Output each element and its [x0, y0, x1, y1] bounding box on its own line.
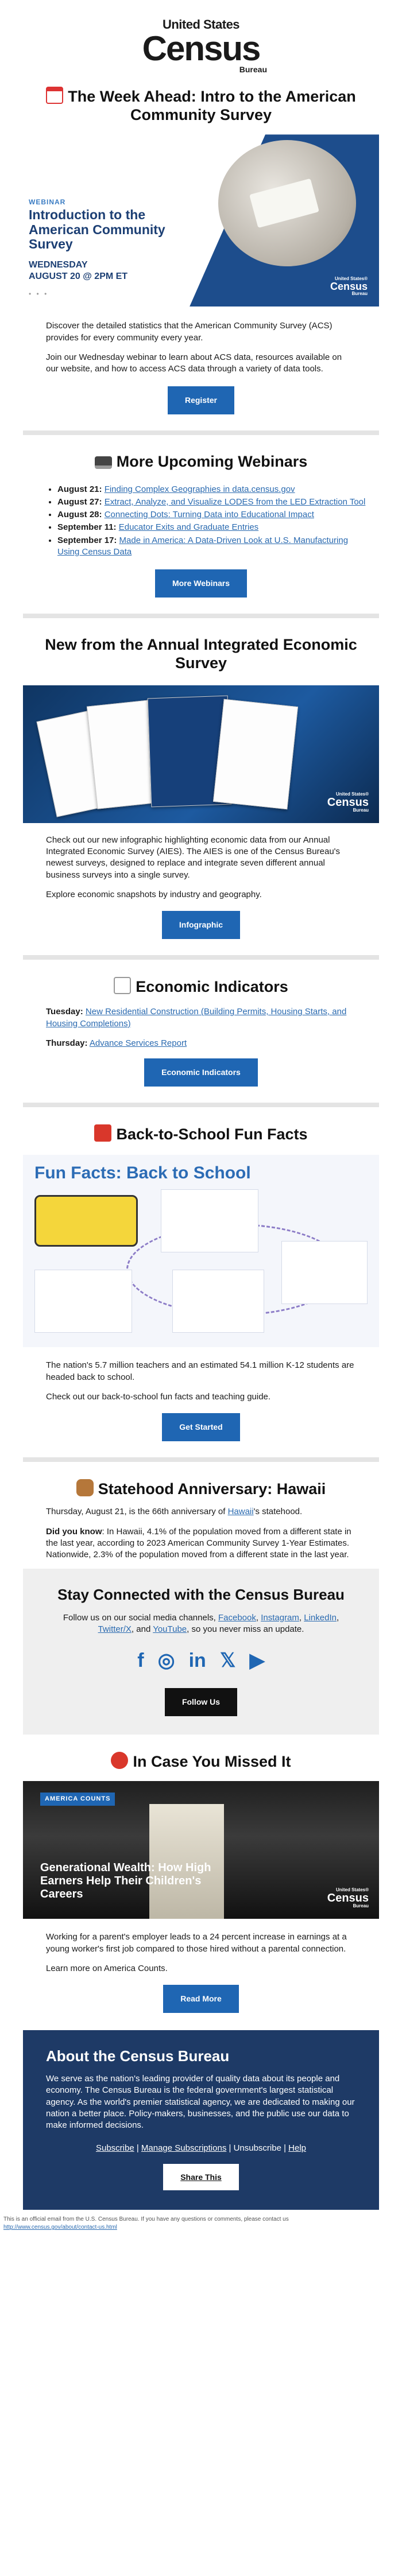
- pushpin-icon: [111, 1752, 128, 1769]
- school-bus-illustration: [34, 1195, 138, 1247]
- upcoming-webinars-title: More Upcoming Webinars: [23, 452, 379, 471]
- banner-census-logo: United States® Census Bureau: [330, 276, 368, 297]
- unsubscribe-link[interactable]: Unsubscribe: [233, 2143, 281, 2154]
- aies-infographic-image[interactable]: [23, 685, 379, 823]
- footer: [0, 2210, 402, 2234]
- about-section: [23, 2030, 379, 2210]
- week-ahead-text-2: Join our Wednesday webinar to learn about ACS data, resources available on our website, and how to access ACS data through a variety of data tools.: [46, 352, 342, 374]
- webinar-link[interactable]: Finding Complex Geographies in data.census.gov: [104, 484, 295, 494]
- section-divider: [23, 1103, 379, 1107]
- aies-census-logo: United States® Census Bureau: [327, 791, 369, 813]
- manage-subscriptions-link[interactable]: Manage Subscriptions: [141, 2143, 227, 2154]
- fact-box: [281, 1241, 368, 1304]
- residential-construction-link[interactable]: New Residential Construction (Building Permits, Housing Starts, and Housing Completions): [46, 1007, 347, 1029]
- america-counts-image-title: Generational Wealth: How High Earners Help Their Children's Careers: [40, 1861, 211, 1901]
- missed-text-1: Working for a parent's employer leads to a 24 percent increase in earnings at a young worker's first job compared to those hired without a parental connection.: [46, 1932, 347, 1954]
- fact-box: [161, 1189, 258, 1252]
- linkedin-link[interactable]: LinkedIn: [304, 1612, 337, 1623]
- webinar-item: • August 28: Connecting Dots: Turning Data into Educational Impact: [57, 509, 368, 521]
- census-logo[interactable]: [23, 0, 379, 87]
- fun-facts-image-title: Fun Facts: Back to School: [34, 1163, 251, 1183]
- about-text: We serve as the nation's leading provider of quality data about its people and economy. The Census Bureau is the federal government's largest statistical agency. As the world's premier statistical agency, we are dedicated to making our nation a better place. Policy-makers, businesses, and the public use our data to make informed decisions.: [46, 2074, 355, 2131]
- cake-icon: [76, 1479, 94, 1496]
- aies-title: New from the Annual Integrated Economic Survey: [45, 636, 357, 672]
- stay-connected-text: Follow us on our social media channels, Facebook, Instagram, LinkedIn, Twitter/X, and YouTube, so you never miss an update.: [63, 1612, 339, 1634]
- facebook-icon[interactable]: f: [137, 1650, 144, 1672]
- banner-dots: • • •: [29, 290, 49, 298]
- back-to-school-title: Back-to-School Fun Facts: [23, 1124, 379, 1143]
- more-webinars-button[interactable]: More Webinars: [155, 569, 247, 598]
- stay-connected-section: [23, 1569, 379, 1734]
- chart-icon: [114, 977, 131, 994]
- linkedin-icon[interactable]: in: [188, 1650, 206, 1672]
- webinar-link[interactable]: Extract, Analyze, and Visualize LODES from the LED Extraction Tool: [104, 496, 366, 507]
- instagram-icon[interactable]: ◎: [157, 1650, 175, 1672]
- america-counts-census-logo: United States® Census Bureau: [327, 1887, 369, 1909]
- facebook-link[interactable]: Facebook: [218, 1612, 256, 1623]
- subscribe-link[interactable]: Subscribe: [95, 2143, 134, 2154]
- missed-it-title: In Case You Missed It: [23, 1752, 379, 1771]
- logo-census: Census: [142, 29, 260, 68]
- stay-connected-title: Stay Connected with the Census Bureau: [57, 1586, 345, 1604]
- subscription-links: Subscribe | Manage Subscriptions | Unsubscribe | Help: [95, 2143, 307, 2154]
- hawaii-link[interactable]: Hawaii: [227, 1507, 254, 1517]
- missed-text-2: Learn more on America Counts.: [46, 1963, 168, 1973]
- youtube-icon[interactable]: ▶: [249, 1650, 265, 1672]
- hawaii-text-2: Did you know: In Hawaii, 4.1% of the population moved from a different state in the last year, according to 2023 American Community Survey 1-Year Estimates. Nationwide, 2.3% of the population moved from a different state in the last year.: [46, 1526, 351, 1560]
- banner-photo: [218, 140, 356, 266]
- help-link[interactable]: Help: [288, 2143, 307, 2154]
- logo-bureau: Bureau: [239, 64, 267, 74]
- fact-box: [34, 1270, 132, 1333]
- webinar-item: • August 27: Extract, Analyze, and Visualize LODES from the LED Extraction Tool: [57, 496, 368, 508]
- banner-title: Introduction to the American Community Survey: [29, 207, 165, 251]
- economic-indicators-button[interactable]: Economic Indicators: [144, 1058, 258, 1087]
- week-ahead-title: The Week Ahead: Intro to the American Community Survey: [46, 87, 356, 125]
- footer-text: This is an official email from the U.S. Census Bureau. If you have any questions or comments, please contact us: [3, 2216, 289, 2223]
- webinar-link[interactable]: Made in America: A Data-Driven Look at U.S. Manufacturing Using Census Data: [57, 535, 349, 557]
- fact-box: [172, 1270, 264, 1333]
- webinar-link[interactable]: Educator Exits and Graduate Entries: [118, 522, 259, 533]
- school-text-1: The nation's 5.7 million teachers and an estimated 54.1 million K-12 students are headed back to school.: [46, 1360, 354, 1382]
- section-divider: [23, 1457, 379, 1462]
- week-ahead-section: [23, 87, 379, 125]
- hawaii-title: Statehood Anniversary: Hawaii: [23, 1479, 379, 1498]
- webinar-list: [23, 484, 379, 558]
- webinar-item: • September 11: Educator Exits and Graduate Entries: [57, 522, 368, 533]
- webinar-banner[interactable]: [23, 134, 379, 307]
- twitter-link[interactable]: Twitter/X: [98, 1624, 132, 1634]
- book-icon: [94, 1124, 111, 1142]
- laptop-icon: [95, 456, 112, 469]
- footer-contact-link[interactable]: http://www.census.gov/about/contact-us.html: [3, 2224, 117, 2230]
- aies-text-1: Check out our new infographic highlighting economic data from our Annual Integrated Economic Survey (AIES). The AIES is one of the Census Bureau's newest surveys, designed to replace and integrate seven different annual business surveys into a single survey.: [46, 835, 341, 880]
- infographic-button[interactable]: Infographic: [162, 911, 240, 939]
- get-started-button[interactable]: Get Started: [162, 1413, 239, 1441]
- week-ahead-text-1: Discover the detailed statistics that the American Community Survey (ACS) provides for every community every year.: [46, 321, 333, 343]
- banner-date: WEDNESDAY AUGUST 20 @ 2PM ET: [29, 260, 128, 281]
- social-icons: [46, 1648, 356, 1674]
- hawaii-text-1: Thursday, August 21, is the 66th anniversary of Hawaii's statehood.: [46, 1507, 303, 1517]
- america-counts-tag: AMERICA COUNTS: [40, 1793, 115, 1806]
- infographic-page: [213, 699, 298, 810]
- section-divider: [23, 614, 379, 618]
- calendar-icon: [46, 87, 63, 104]
- fun-facts-infographic[interactable]: [23, 1155, 379, 1347]
- america-counts-image[interactable]: [23, 1781, 379, 1919]
- youtube-link[interactable]: YouTube: [153, 1624, 187, 1634]
- logo-united-states: United States: [162, 17, 240, 32]
- x-icon[interactable]: 𝕏: [220, 1650, 236, 1672]
- instagram-link[interactable]: Instagram: [261, 1612, 299, 1623]
- section-divider: [23, 430, 379, 435]
- banner-tag: WEBINAR: [29, 198, 66, 207]
- share-this-button[interactable]: Share This: [163, 2164, 239, 2191]
- tuesday-indicator: Tuesday: New Residential Construction (Building Permits, Housing Starts, and Housing Completions): [46, 1007, 347, 1029]
- webinar-link[interactable]: Connecting Dots: Turning Data into Educational Impact: [104, 510, 314, 520]
- about-title: About the Census Bureau: [46, 2047, 230, 2065]
- follow-us-button[interactable]: Follow Us: [165, 1688, 237, 1716]
- webinar-item: • August 21: Finding Complex Geographies in data.census.gov: [57, 484, 368, 495]
- school-text-2: Check out our back-to-school fun facts and teaching guide.: [46, 1391, 271, 1402]
- section-divider: [23, 955, 379, 960]
- read-more-button[interactable]: Read More: [163, 1985, 239, 2013]
- thursday-indicator: Thursday: Advance Services Report: [46, 1038, 187, 1048]
- aies-text-2: Explore economic snapshots by industry and geography.: [46, 889, 262, 899]
- webinar-item: • September 17: Made in America: A Data-Driven Look at U.S. Manufacturing Using Census Data: [57, 535, 368, 558]
- economic-indicators-title: Economic Indicators: [23, 977, 379, 996]
- register-button[interactable]: Register: [168, 386, 234, 414]
- services-report-link[interactable]: Advance Services Report: [89, 1038, 187, 1048]
